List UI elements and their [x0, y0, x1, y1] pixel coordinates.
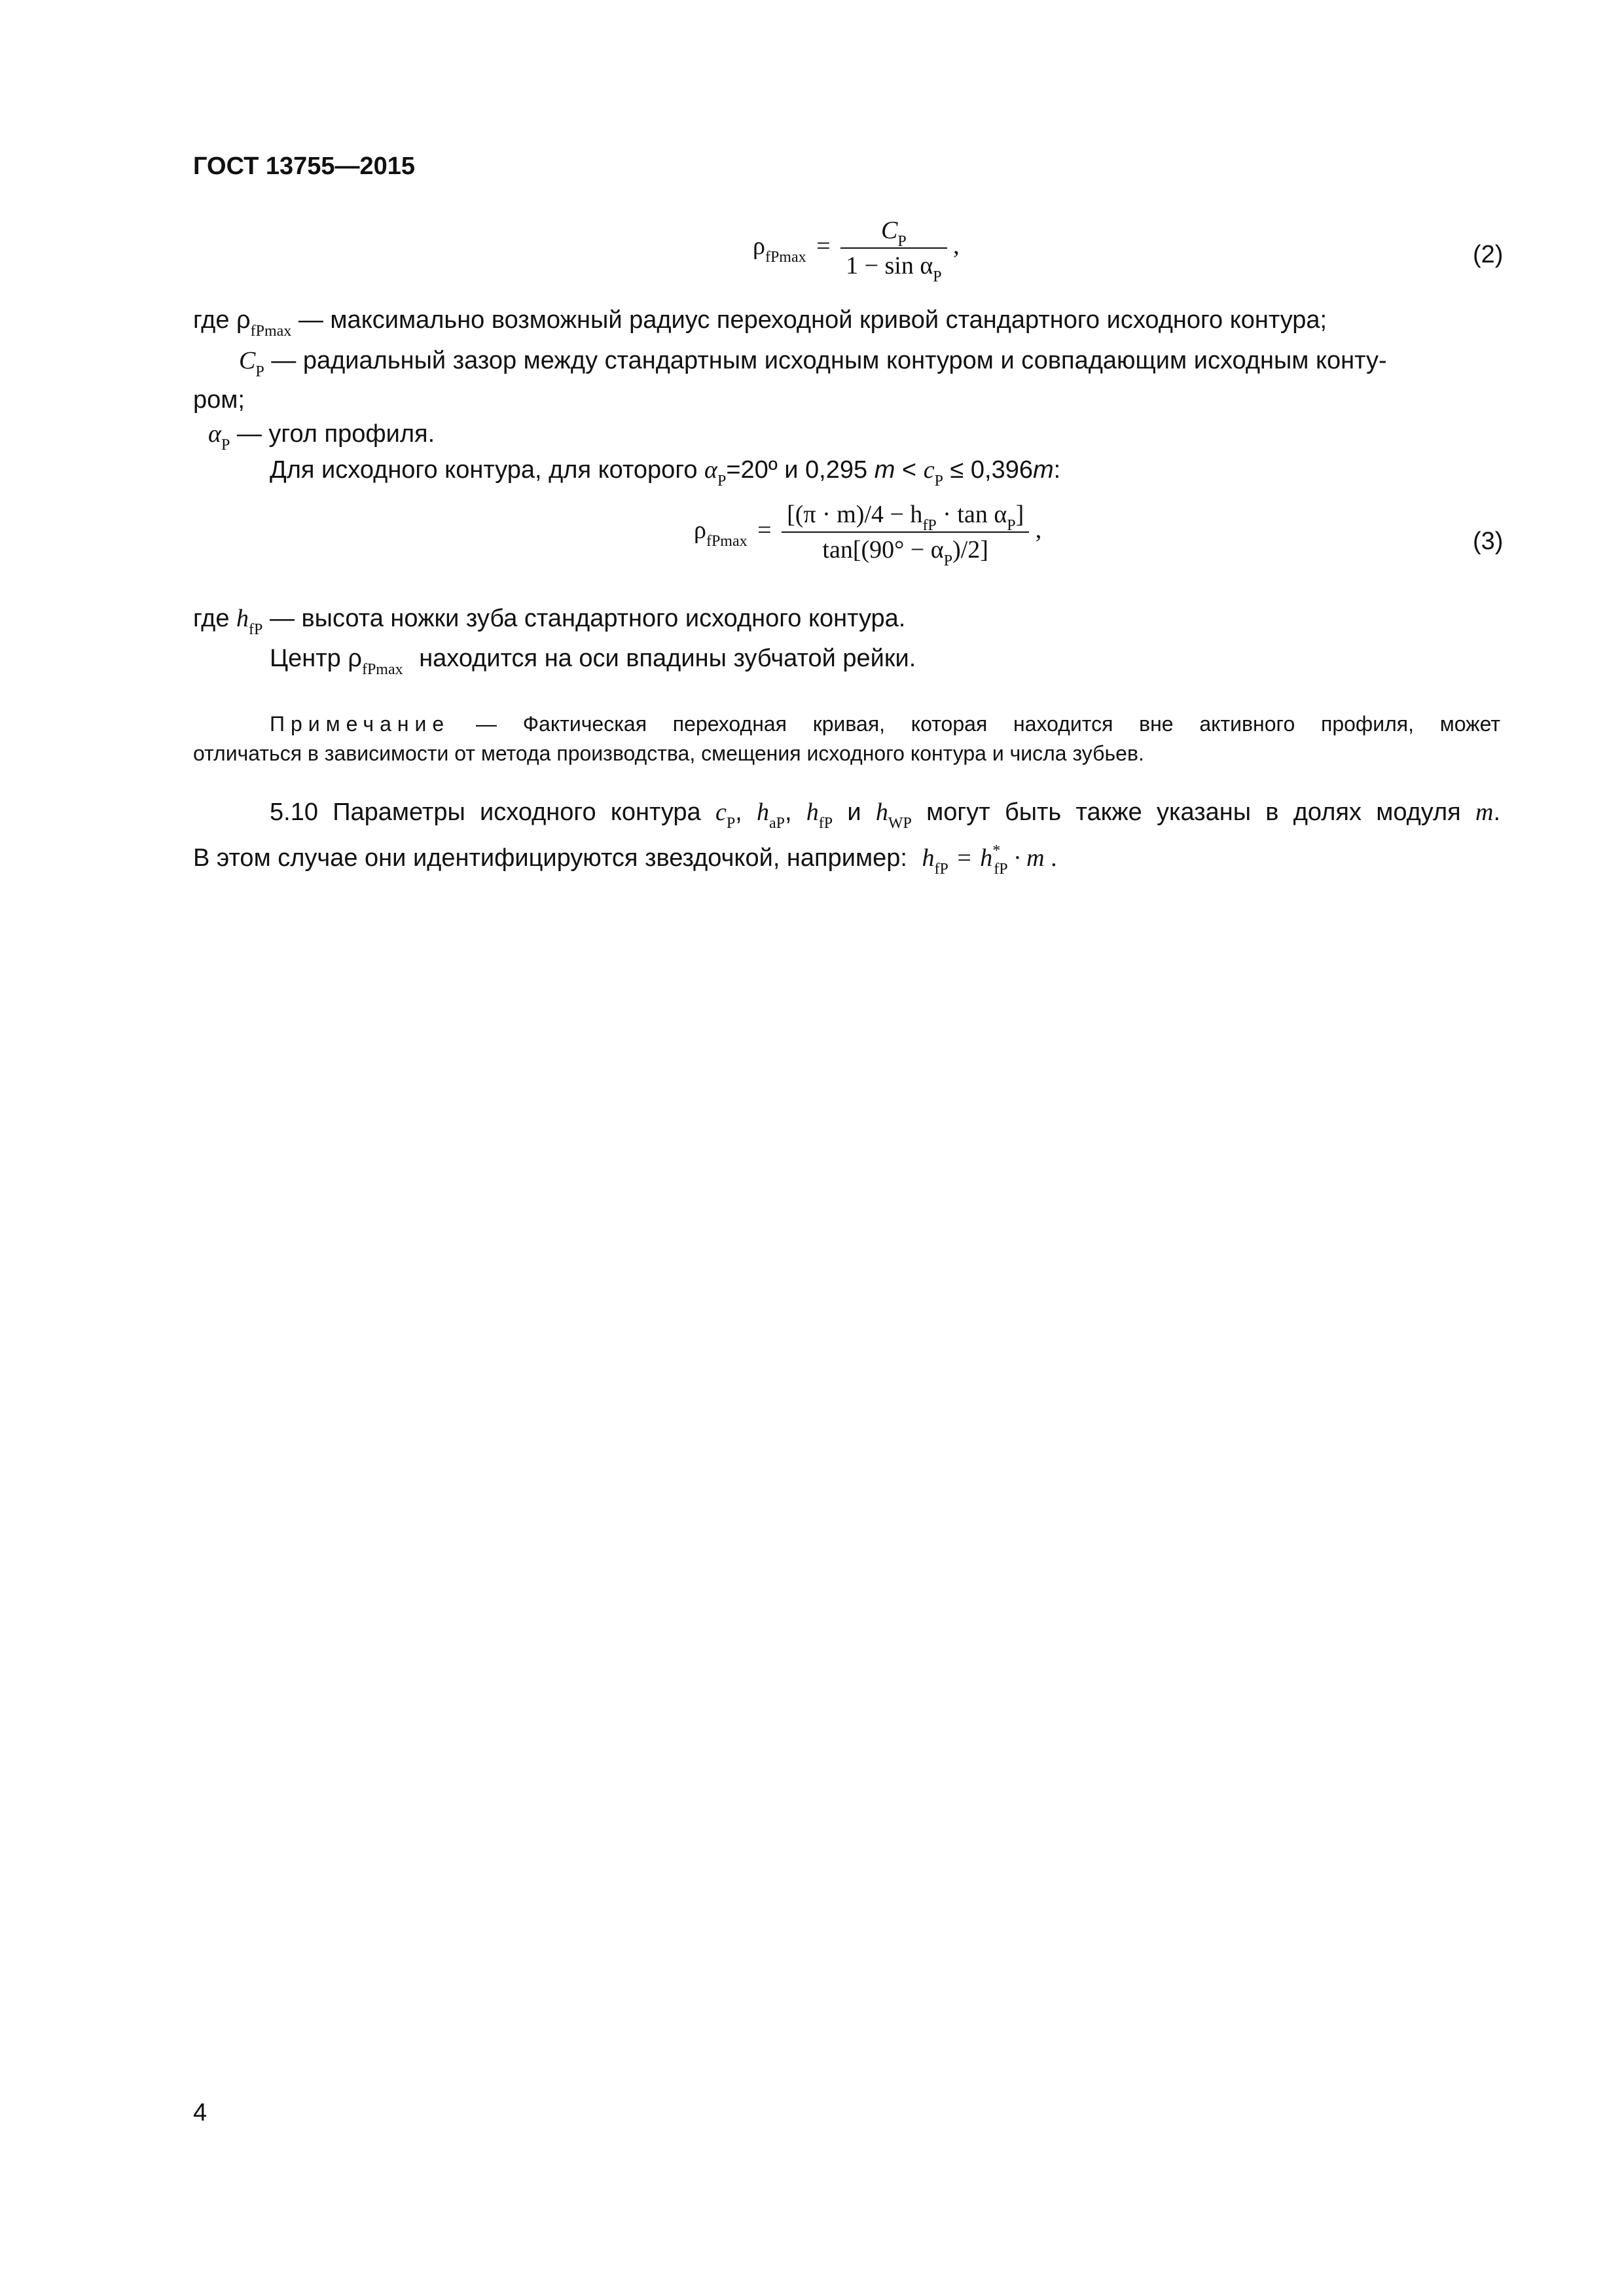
page-number: 4: [193, 2099, 208, 2126]
equation-number-3: (3): [1473, 528, 1504, 555]
definition-alpha: $\alpha_P$ — угол профиля.: [208, 420, 435, 454]
center-statement: Центр $\rho_{fPmax}$ находится на оси впадины зубчатой рейки.: [270, 645, 916, 678]
definition-rho: где $\rho_{fPmax}$ — максимально возможный радиус переходной кривой стандартного исходного контура;: [193, 306, 1327, 340]
example-formula: $h_{fP} = h^*_{fP} \cdot m$ .: [922, 842, 1057, 878]
condition-line: Для исходного контура, для которого $\alpha_P=20º$ и 0,295 $m < c_P \le 0,396m$:: [270, 456, 1061, 490]
formula-2-fraction: $\frac{C_P}{1 - \sin \alpha_P}$: [840, 216, 947, 280]
formula-2: $\rho_{fPmax}$ = $\frac{C_P}{1 - \sin \alpha_P}$ ,: [753, 217, 960, 285]
equation-number-2: (2): [1473, 241, 1504, 268]
note-line-2: отличаться в зависимости от метода производства, смещения исходного контура и числа зубьев.: [193, 742, 1144, 765]
paragraph-5-10-line-1: 5.10 Параметры исходного контура $c_P$, $h_{aP}$, $h_{fP}$ и $h_{WP}$ могут быть также указаны в долях модуля m.: [270, 798, 1501, 832]
document-header: ГОСТ 13755—2015: [193, 152, 416, 180]
formula-3-fraction: $\frac{[(\pi \cdot m)/4 - h_{fP} \cdot \tan \alpha_P]}{\tan[(90^\circ - \alpha_P)/2]}$: [782, 500, 1029, 564]
paragraph-5-10-line-2: В этом случае они идентифицируются звездочкой, например: $h_{fP} = h^*_{fP} \cdot m$ .: [193, 842, 1057, 878]
note-label: Примечание: [270, 712, 450, 736]
formula-3: $\rho_{fPmax}$ = $\frac{[(\pi \cdot m)/4 - h_{fP} \cdot \tan \alpha_P]}{\tan[(90^\circ - \alpha_P)/2]}$ ,: [694, 501, 1042, 569]
definition-hfp: где $h_{fP}$ — высота ножки зуба стандартного исходного контура.: [193, 605, 906, 638]
note-line-1: Примечание — Фактическая переходная кривая, которая находится вне активного профиля, может: [270, 712, 1501, 736]
formula-2-lhs: $\rho_{fPmax}$: [753, 232, 806, 266]
formula-3-lhs: $\rho_{fPmax}$: [694, 516, 748, 550]
definition-cp-cont: ром;: [193, 386, 245, 414]
definition-cp: $C_P$ — радиальный зазор между стандартным исходным контуром и совпадающим исходным конту-: [239, 347, 1387, 380]
